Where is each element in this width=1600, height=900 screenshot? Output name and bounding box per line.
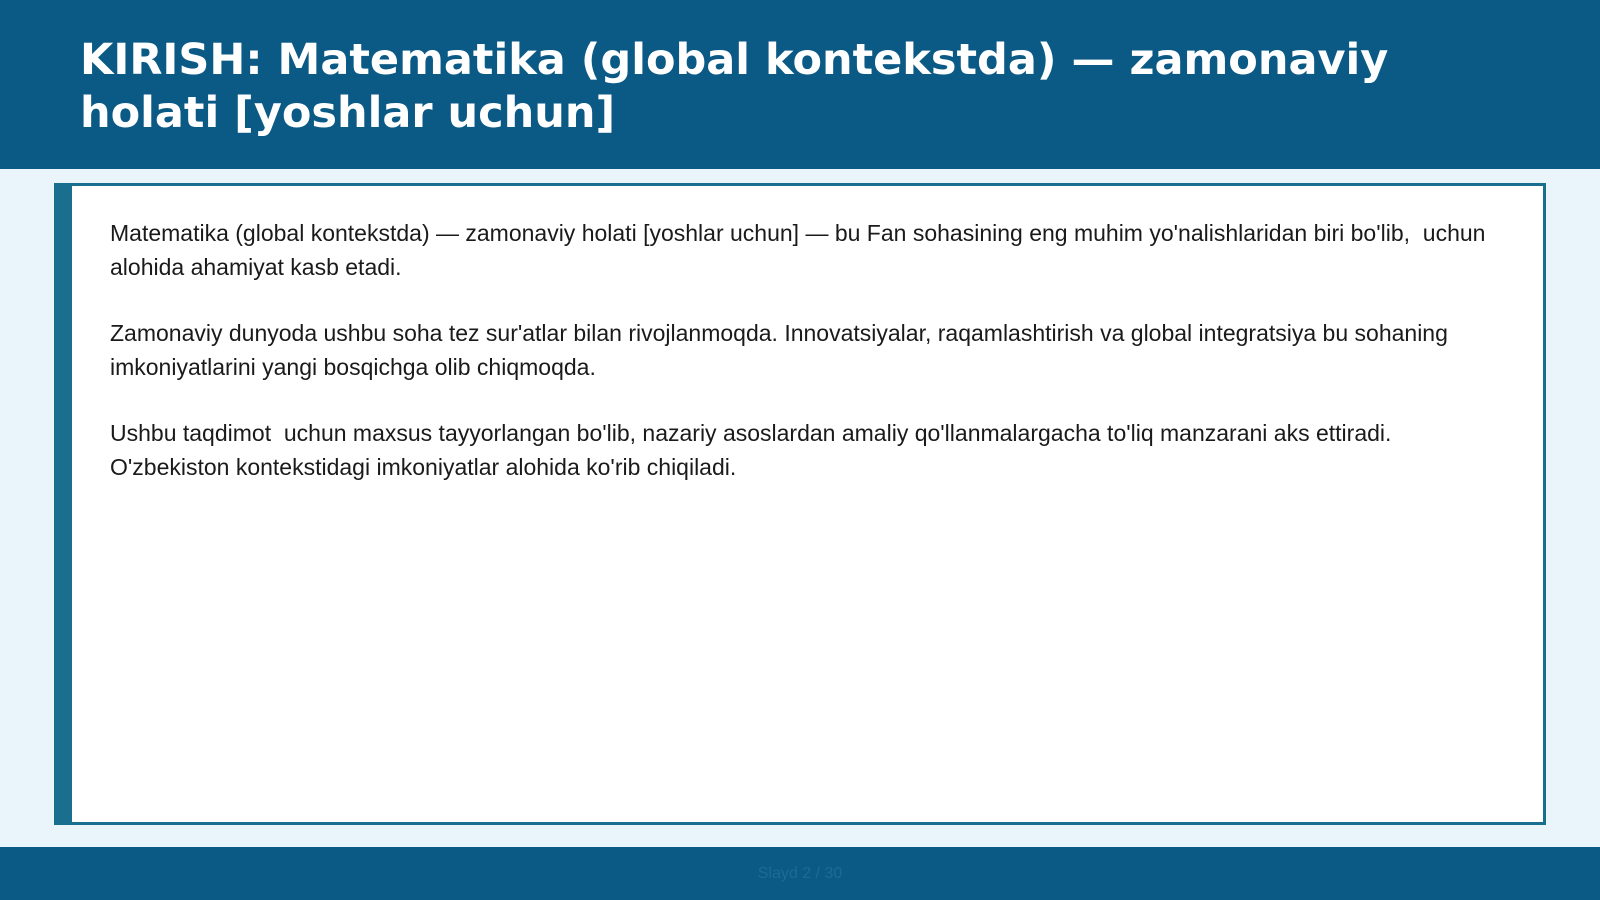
slide-footer	[0, 847, 1600, 900]
content-box	[54, 183, 1546, 825]
slide-header	[0, 0, 1600, 169]
presentation-paragraph: Ushbu taqdimot uchun maxsus tayyorlangan bo'lib, nazariy asoslardan amaliy qo'llanmalargacha to'liq manzarani aks ettiradi. O'zbekiston kontekstidagi imkoniyatlar alohida ko'rib chiqiladi.	[110, 420, 1398, 480]
slide-number: Slayd 2 / 30	[757, 865, 843, 882]
slide-title: KIRISH: Matematika (global kontekstda) — zamonaviy holati [yoshlar uchun]	[80, 35, 1389, 138]
development-paragraph: Zamonaviy dunyoda ushbu soha tez sur'atlar bilan rivojlanmoqda. Innovatsiyalar, raqamlashtirish va global integratsiya bu sohaning imkoniyatlarini yangi bosqichga olib chiqmoqda.	[110, 320, 1455, 380]
intro-paragraph: Matematika (global kontekstda) — zamonaviy holati [yoshlar uchun] — bu Fan sohasining eng muhim yo'nalishlaridan biri bo'lib, uchun alohida ahamiyat kasb etadi.	[110, 220, 1492, 280]
